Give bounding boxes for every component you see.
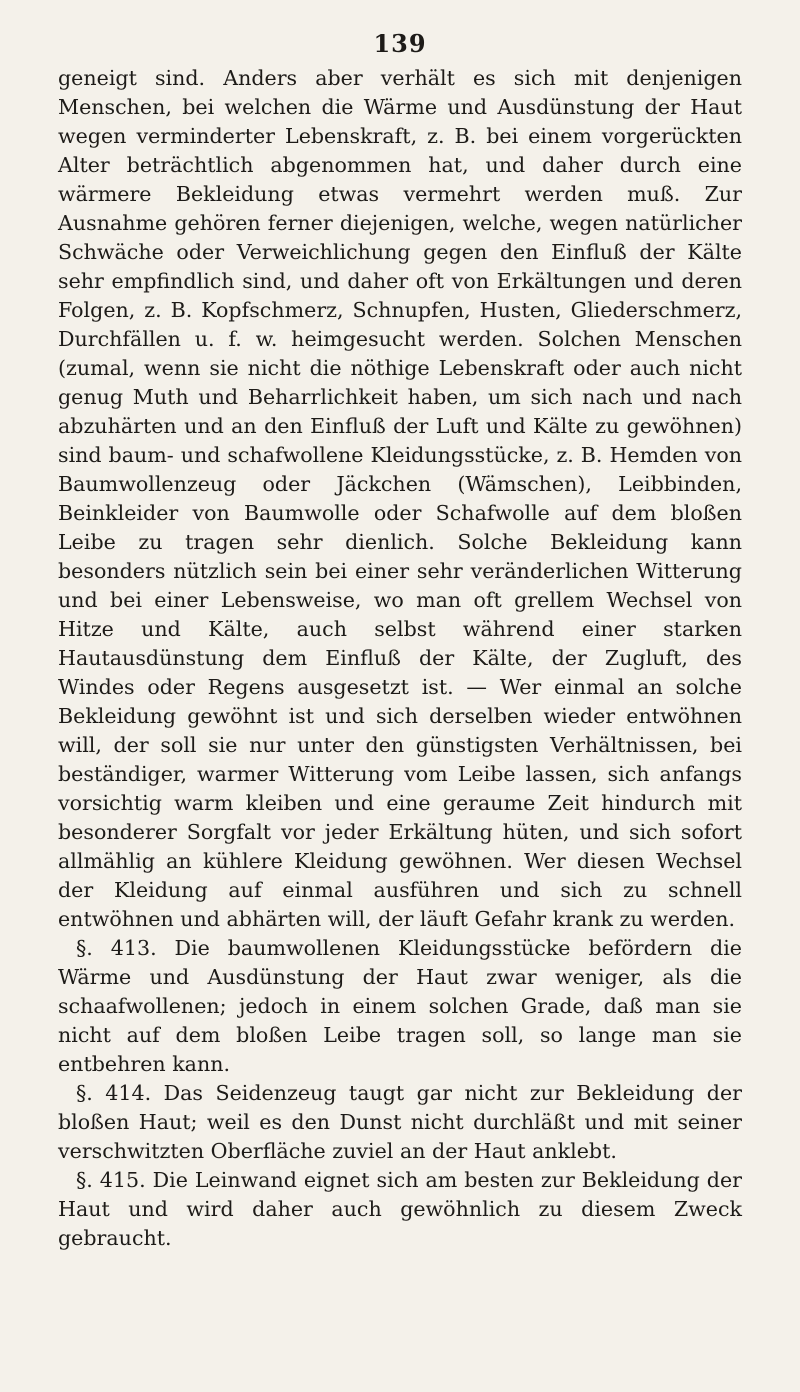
paragraph-section-413: §. 413. Die baumwollenen Kleidungsstücke befördern die Wärme und Ausdünstung der Haut zwar weniger, als die schaafwollenen; jedoch in einem solchen Grade, daß man sie nicht auf dem bloßen Leibe tragen soll, so lange man sie entbehren kann. — [58, 936, 742, 1076]
page-number: 139 — [373, 29, 427, 58]
paragraph-continuation: geneigt sind. Anders aber verhält es sich mit denjenigen Menschen, bei welchen die Wärme und Ausdünstung der Haut wegen verminderter Lebenskraft, z. B. bei einem vorgerückten Alter beträchtlich abgenommen hat, und daher durch eine wärmere Bekleidung etwas vermehrt werden muß. Zur Ausnahme gehören ferner diejenigen, welche, wegen natürlicher Schwäche oder Verweichlichung gegen den Einfluß der Kälte sehr empfindlich sind, und daher oft von Erkältungen und deren Folgen, z. B. Kopfschmerz, Schnupfen, Husten, Gliederschmerz, Durchfällen u. f. w. heimgesucht werden. Solchen Menschen (zumal, wenn sie nicht die nöthige Lebenskraft oder auch nicht genug Muth und Beharrlichkeit haben, um sich nach und nach abzuhärten und an den Einfluß der Luft und Kälte zu gewöhnen) sind baum- und schafwollene Kleidungsstücke, z. B. Hemden von Baumwollenzeug oder Jäckchen (Wämschen), Leibbinden, Beinkleider von Baumwolle oder Schafwolle auf dem bloßen Leibe zu tragen sehr dienlich. Solche Bekleidung kann besonders nützlich sein bei einer sehr veränderlichen Witterung und bei einer Lebensweise, wo man oft grellem Wechsel von Hitze und Kälte, auch selbst während einer starken Hautausdünstung dem Einfluß der Kälte, der Zugluft, des Windes oder Regens ausgesetzt ist. — Wer einmal an solche Bekleidung gewöhnt ist und sich derselben wieder entwöhnen will, der soll sie nur unter den günstigsten Verhältnissen, bei beständiger, warmer Witterung vom Leibe lassen, sich anfangs vorsichtig warm kleiben und eine geraume Zeit hindurch mit besonderer Sorgfalt vor jeder Erkältung hüten, und sich sofort allmählig an kühlere Kleidung gewöhnen. Wer diesen Wechsel der Kleidung auf einmal ausführen und sich zu schnell entwöhnen und abhärten will, der läuft Gefahr krank zu werden. — [58, 66, 742, 931]
paragraph-section-415: §. 415. Die Leinwand eignet sich am besten zur Bekleidung der Haut und wird daher auch gewöhnlich zu diesem Zweck gebraucht. — [58, 1168, 742, 1250]
paragraph-section-414: §. 414. Das Seidenzeug taugt gar nicht zur Bekleidung der bloßen Haut; weil es den Dunst nicht durchläßt und mit seiner verschwitzten Oberfläche zuviel an der Haut anklebt. — [58, 1081, 742, 1163]
body-text — [58, 64, 742, 1253]
